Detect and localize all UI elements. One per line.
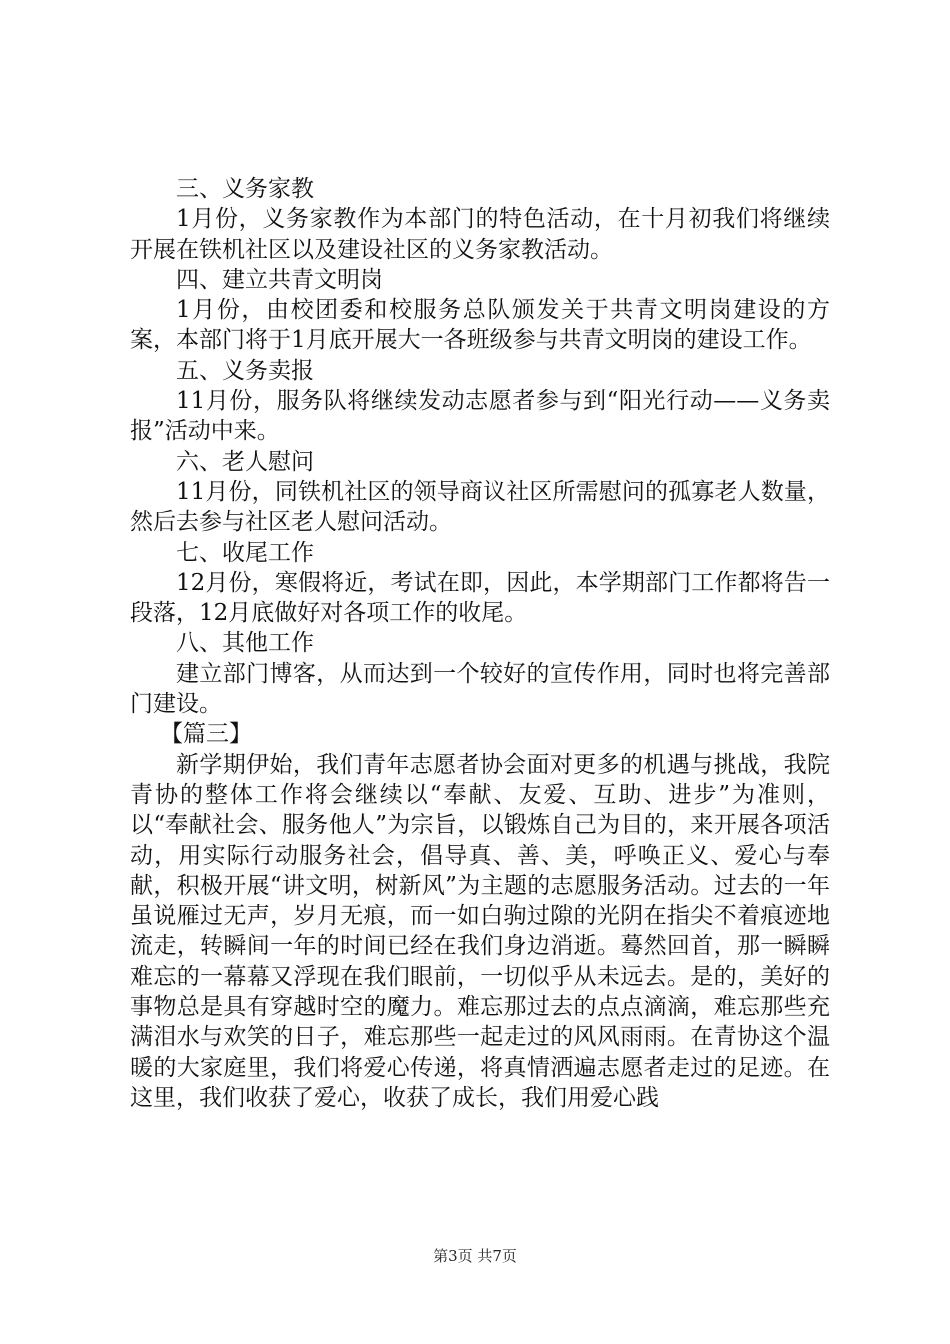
page-footer bbox=[0, 1246, 950, 1266]
section-heading: 三、义务家教 bbox=[176, 176, 314, 202]
body-paragraph: 11月份，服务队将继续发动志愿者参与到“阳光行动——义务卖报”活动中来。 bbox=[130, 388, 830, 445]
body-paragraph: 1月份，由校团委和校服务总队颁发关于共青文明岗建设的方案，本部门将于1月底开展大一各班级参与共青文明岗的建设工作。 bbox=[130, 297, 830, 354]
section-heading: 五、义务卖报 bbox=[176, 357, 314, 384]
body-paragraph: 11月份，同铁机社区的领导商议社区所需慰问的孤寡老人数量，然后去参与社区老人慰问活动。 bbox=[130, 478, 830, 536]
body-paragraph: 新学期伊始，我们青年志愿者协会面对更多的机遇与挑战，我院青协的整体工作将会继续以“奉献、友爱、互助、进步”为准则，以“奉献社会、服务他人”为宗旨，以锻炼自己为目的，来开展各项活动，用实际行动服务社会，倡导真、善、美，呼唤正义、爱心与奉献，积极开展“讲文明，树新风”为主题的志愿服务活动。过去的一年虽说雁过无声，岁月无痕，而一如白驹过隙的光阴在指尖不着痕迹地流走，转瞬间一年的时间已经在我们身边消逝。蓦然回首，那一瞬瞬难忘的一幕幕又浮现在我们眼前，一切似乎从未远去。是的，美好的事物总是具有穿越时空的魔力。难忘那过去的点点滴滴，难忘那些充满泪水与欢笑的日子，难忘那些一起走过的风风雨雨。在青协这个温暖的大家庭里，我们将爱心传递，将真情洒遍志愿者走过的足迹。在这里，我们收获了爱心，收获了成长，我们用爱心践 bbox=[130, 751, 830, 1111]
page-number-label: 第3页 共7页 bbox=[433, 1247, 517, 1265]
section-heading: 八、其他工作 bbox=[176, 630, 314, 657]
body-paragraph: 12月份，寒假将近，考试在即，因此，本学期部门工作都将告一段落，12月底做好对各项工作的收尾。 bbox=[130, 569, 830, 627]
section-heading: 七、收尾工作 bbox=[176, 539, 314, 566]
section-heading: 四、建立共青文明岗 bbox=[176, 266, 383, 293]
section-heading: 六、老人慰问 bbox=[176, 448, 314, 475]
body-paragraph: 1月份，义务家教作为本部门的特色活动，在十月初我们将继续开展在铁机社区以及建设社区的义务家教活动。 bbox=[130, 206, 830, 263]
part-title: 【篇三】 bbox=[160, 721, 252, 748]
document-body bbox=[130, 174, 830, 1113]
body-paragraph: 建立部门博客，从而达到一个较好的宣传作用，同时也将完善部门建设。 bbox=[130, 660, 830, 718]
